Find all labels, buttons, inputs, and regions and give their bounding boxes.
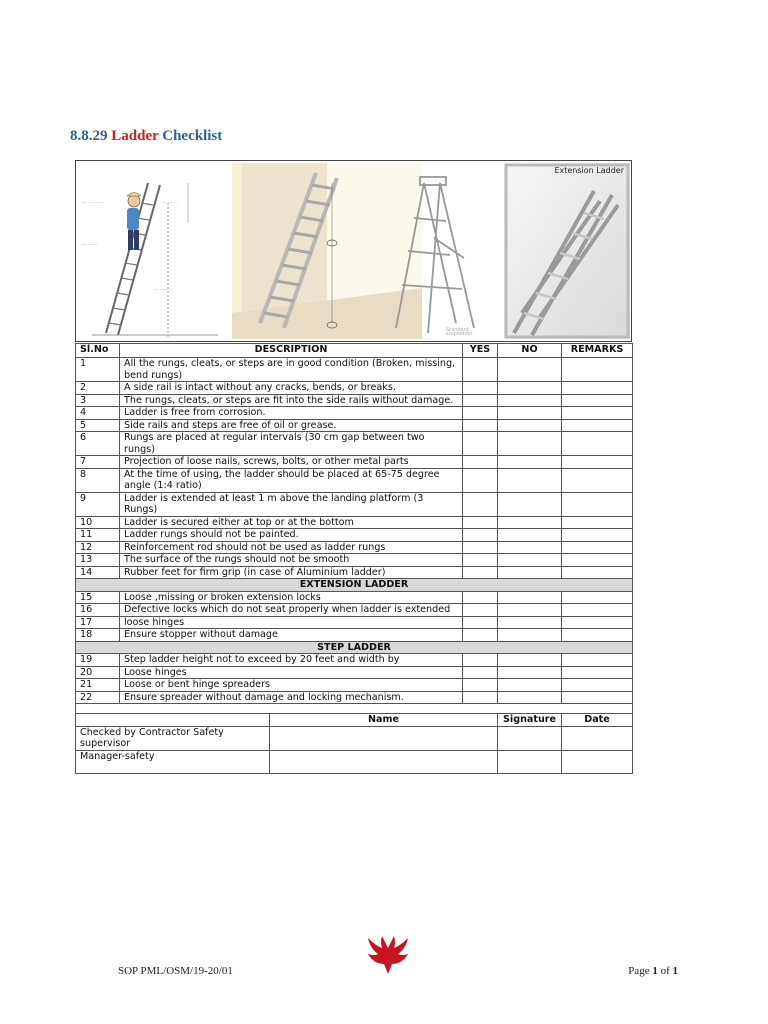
remarks-cell[interactable] xyxy=(562,666,633,679)
footer-page-current: 1 xyxy=(652,965,658,977)
remarks-cell[interactable] xyxy=(562,629,633,642)
row-number: 20 xyxy=(76,666,120,679)
yes-cell[interactable] xyxy=(463,382,498,395)
name-header: Name xyxy=(270,714,498,727)
remarks-cell[interactable] xyxy=(562,654,633,667)
yes-cell[interactable] xyxy=(463,554,498,567)
yes-cell[interactable] xyxy=(463,468,498,492)
yes-cell[interactable] xyxy=(463,654,498,667)
no-cell[interactable] xyxy=(498,492,562,516)
remarks-cell[interactable] xyxy=(562,456,633,469)
table-row xyxy=(76,566,633,579)
table-row xyxy=(76,616,633,629)
row-number: 14 xyxy=(76,566,120,579)
no-cell[interactable] xyxy=(498,566,562,579)
heading-word-checklist: Checklist xyxy=(162,128,223,144)
extension-ladder-caption: Extension Ladder xyxy=(554,166,624,175)
row-description: Ensure stopper without damage xyxy=(120,629,463,642)
table-row xyxy=(76,516,633,529)
header-remarks: REMARKS xyxy=(562,344,633,358)
annotation-text-3: ···· ···· ···· xyxy=(82,243,98,247)
spacer-row xyxy=(76,704,633,714)
yes-cell[interactable] xyxy=(463,591,498,604)
row-description: At the time of using, the ladder should be placed at 65-75 degree angle (1:4 ratio) xyxy=(120,468,463,492)
row-description: Ensure spreader without damage and locking mechanism. xyxy=(120,691,463,704)
row-description: Rungs are placed at regular intervals (30 cm gap between two rungs) xyxy=(120,432,463,456)
table-row xyxy=(76,358,633,382)
footer-page-of: of xyxy=(657,965,673,977)
table-row xyxy=(76,691,633,704)
row-number: 1 xyxy=(76,358,120,382)
no-cell[interactable] xyxy=(498,604,562,617)
remarks-cell[interactable] xyxy=(562,541,633,554)
row-description: Defective locks which do not seat properly when ladder is extended xyxy=(120,604,463,617)
row-number: 4 xyxy=(76,407,120,420)
row-description: Ladder is free from corrosion. xyxy=(120,407,463,420)
spacer-cell xyxy=(76,704,633,714)
header-description: DESCRIPTION xyxy=(120,344,463,358)
row-description: loose hinges xyxy=(120,616,463,629)
ladder-worker-illustration xyxy=(78,163,228,339)
no-cell[interactable] xyxy=(498,394,562,407)
table-row xyxy=(76,541,633,554)
yes-cell[interactable] xyxy=(463,407,498,420)
row-number: 10 xyxy=(76,516,120,529)
remarks-cell[interactable] xyxy=(562,604,633,617)
remarks-cell[interactable] xyxy=(562,566,633,579)
row-description: Loose or bent hinge spreaders xyxy=(120,679,463,692)
row-description: Ladder rungs should not be painted. xyxy=(120,529,463,542)
row-number: 5 xyxy=(76,419,120,432)
name-field[interactable] xyxy=(270,750,498,773)
extension-ladder-photo xyxy=(504,163,630,339)
remarks-cell[interactable] xyxy=(562,516,633,529)
no-cell[interactable] xyxy=(498,616,562,629)
yes-cell[interactable] xyxy=(463,529,498,542)
no-cell[interactable] xyxy=(498,629,562,642)
signature-header-blank xyxy=(76,714,270,727)
table-row xyxy=(76,492,633,516)
section-extension-ladder xyxy=(76,579,633,592)
row-number: 9 xyxy=(76,492,120,516)
no-cell[interactable] xyxy=(498,419,562,432)
row-description: Ladder is extended at least 1 m above the landing platform (3 Rungs) xyxy=(120,492,463,516)
date-header: Date xyxy=(562,714,633,727)
no-cell[interactable] xyxy=(498,432,562,456)
yes-cell[interactable] xyxy=(463,679,498,692)
table-row xyxy=(76,419,633,432)
no-cell[interactable] xyxy=(498,516,562,529)
row-description: Loose ,missing or broken extension locks xyxy=(120,591,463,604)
row-description: The rungs, cleats, or steps are fit into the side rails without damage. xyxy=(120,394,463,407)
yes-cell[interactable] xyxy=(463,432,498,456)
row-number: 13 xyxy=(76,554,120,567)
yes-cell[interactable] xyxy=(463,691,498,704)
row-number: 11 xyxy=(76,529,120,542)
table-row xyxy=(76,468,633,492)
heading-number: 8.8.29 xyxy=(70,128,108,144)
remarks-cell[interactable] xyxy=(562,407,633,420)
yes-cell[interactable] xyxy=(463,616,498,629)
signature-row xyxy=(76,750,633,773)
row-description: A side rail is intact without any cracks, bends, or breaks. xyxy=(120,382,463,395)
row-description: Ladder is secured either at top or at the bottom xyxy=(120,516,463,529)
row-description: Reinforcement rod should not be used as ladder rungs xyxy=(120,541,463,554)
name-field[interactable] xyxy=(270,726,498,750)
row-number: 21 xyxy=(76,679,120,692)
remarks-cell[interactable] xyxy=(562,679,633,692)
row-number: 12 xyxy=(76,541,120,554)
row-description: Step ladder height not to exceed by 20 feet and width by xyxy=(120,654,463,667)
footer-document-code: SOP PML/OSM/19-20/01 xyxy=(118,965,233,977)
yes-cell[interactable] xyxy=(463,604,498,617)
checked-by-label: Checked by Contractor Safety supervisor xyxy=(76,726,270,750)
date-field[interactable] xyxy=(562,750,633,773)
remarks-cell[interactable] xyxy=(562,492,633,516)
annotation-text-2: ···· ···· ···· xyxy=(162,201,178,205)
row-number: 3 xyxy=(76,394,120,407)
no-cell[interactable] xyxy=(498,468,562,492)
signature-field[interactable] xyxy=(498,726,562,750)
remarks-cell[interactable] xyxy=(562,419,633,432)
table-row xyxy=(76,394,633,407)
table-row xyxy=(76,554,633,567)
no-cell[interactable] xyxy=(498,456,562,469)
row-number: 22 xyxy=(76,691,120,704)
yes-cell[interactable] xyxy=(463,456,498,469)
no-cell[interactable] xyxy=(498,554,562,567)
no-cell[interactable] xyxy=(498,529,562,542)
row-description: All the rungs, cleats, or steps are in good condition (Broken, missing, bend rungs) xyxy=(120,358,463,382)
ladder-figures xyxy=(75,160,632,342)
signature-row xyxy=(76,726,633,750)
row-number: 7 xyxy=(76,456,120,469)
yes-cell[interactable] xyxy=(463,516,498,529)
no-cell[interactable] xyxy=(498,691,562,704)
table-row xyxy=(76,604,633,617)
phoenix-logo-icon xyxy=(364,934,412,976)
no-cell[interactable] xyxy=(498,679,562,692)
no-cell[interactable] xyxy=(498,591,562,604)
remarks-cell[interactable] xyxy=(562,358,633,382)
stepladder-caption: Standard stepladder xyxy=(446,327,473,337)
no-cell[interactable] xyxy=(498,382,562,395)
no-cell[interactable] xyxy=(498,654,562,667)
row-number: 18 xyxy=(76,629,120,642)
remarks-cell[interactable] xyxy=(562,382,633,395)
remarks-cell[interactable] xyxy=(562,394,633,407)
row-description: Loose hinges xyxy=(120,666,463,679)
row-description: Rubber feet for firm grip (in case of Aluminium ladder) xyxy=(120,566,463,579)
yes-cell[interactable] xyxy=(463,394,498,407)
yes-cell[interactable] xyxy=(463,629,498,642)
row-number: 2 xyxy=(76,382,120,395)
date-field[interactable] xyxy=(562,726,633,750)
yes-cell[interactable] xyxy=(463,358,498,382)
row-number: 15 xyxy=(76,591,120,604)
annotation-text-1: ···· ···· ···· ···· xyxy=(82,201,104,205)
row-number: 8 xyxy=(76,468,120,492)
table-row xyxy=(76,529,633,542)
remarks-cell[interactable] xyxy=(562,432,633,456)
remarks-cell[interactable] xyxy=(562,691,633,704)
row-description: Side rails and steps are free of oil or grease. xyxy=(120,419,463,432)
footer-page-total: 1 xyxy=(672,965,678,977)
row-number: 17 xyxy=(76,616,120,629)
no-cell[interactable] xyxy=(498,358,562,382)
section-step-ladder-label: STEP LADDER xyxy=(76,641,633,654)
signature-header-row xyxy=(76,714,633,727)
yes-cell[interactable] xyxy=(463,492,498,516)
heading-word-ladder: Ladder xyxy=(111,128,159,144)
section-extension-ladder-label: EXTENSION LADDER xyxy=(76,579,633,592)
row-description: The surface of the rungs should not be smooth xyxy=(120,554,463,567)
signature-field[interactable] xyxy=(498,750,562,773)
table-row xyxy=(76,432,633,456)
yes-cell[interactable] xyxy=(463,541,498,554)
header-no: NO xyxy=(498,344,562,358)
signature-header: Signature xyxy=(498,714,562,727)
stepladder-illustration xyxy=(384,163,496,339)
table-row xyxy=(76,666,633,679)
row-number: 16 xyxy=(76,604,120,617)
section-step-ladder xyxy=(76,641,633,654)
header-slno: Sl.No xyxy=(76,344,120,358)
row-number: 6 xyxy=(76,432,120,456)
table-row xyxy=(76,591,633,604)
row-description: Projection of loose nails, screws, bolts, or other metal parts xyxy=(120,456,463,469)
table-row xyxy=(76,456,633,469)
row-number: 19 xyxy=(76,654,120,667)
ladder-checklist-table xyxy=(75,343,633,774)
table-row xyxy=(76,407,633,420)
yes-cell[interactable] xyxy=(463,419,498,432)
no-cell[interactable] xyxy=(498,666,562,679)
footer-page-number xyxy=(628,965,678,977)
no-cell[interactable] xyxy=(498,541,562,554)
section-heading xyxy=(70,128,222,145)
remarks-cell[interactable] xyxy=(562,616,633,629)
table-row xyxy=(76,654,633,667)
no-cell[interactable] xyxy=(498,407,562,420)
yes-cell[interactable] xyxy=(463,566,498,579)
manager-safety-label: Manager-safety xyxy=(76,750,270,773)
annotation-text-4: ···· ···· ···· xyxy=(154,288,170,292)
table-row xyxy=(76,679,633,692)
table-row xyxy=(76,382,633,395)
remarks-cell[interactable] xyxy=(562,468,633,492)
yes-cell[interactable] xyxy=(463,666,498,679)
footer-page-label: Page xyxy=(628,965,653,977)
remarks-cell[interactable] xyxy=(562,554,633,567)
table-header-row xyxy=(76,344,633,358)
table-row xyxy=(76,629,633,642)
remarks-cell[interactable] xyxy=(562,529,633,542)
header-yes: YES xyxy=(463,344,498,358)
remarks-cell[interactable] xyxy=(562,591,633,604)
